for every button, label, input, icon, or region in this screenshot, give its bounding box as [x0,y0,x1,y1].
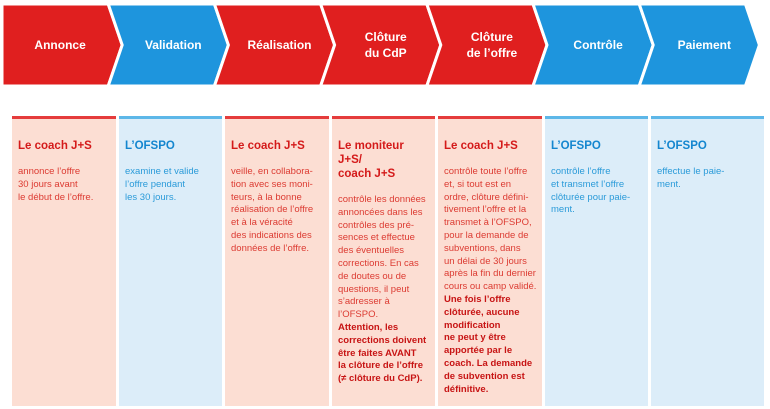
step-label: Clôture du CdP [364,30,407,60]
description: effectue le paie- ment. [657,166,725,190]
description: examine et valide l’offre pendant les 30 jours. [125,166,199,203]
chevron-step-4 [321,4,441,86]
actor-label: Le coach J+S [18,140,92,152]
column-validation [119,116,222,406]
description: contrôle l’offre et transmet l’offre clôturée pour paie- ment. [551,166,631,216]
step-label: Validation [144,38,202,52]
actor-label: L’OFSPO [551,140,601,152]
step-details [12,116,764,406]
step-label: Réalisation [247,38,312,52]
description: veille, en collabora- tion avec ses moni- teurs, à la bonne réalisation de l’offre et à la véracité des indications des données de l’offre. [231,166,314,254]
description: contrôle les données annoncées dans les contrôles des pré- sences et effectue des éventuelles corrections. En cas de doutes ou de questions, il peut s’adresser à l’OFSPO. [338,194,426,321]
step-label: Contrôle [573,38,623,52]
warning-note: Attention, les corrections doivent être faites AVANT la clôture de l’offre (≠ clôture du CdP). [338,321,427,385]
step-label: Clôture de l’offre [466,30,518,60]
column-paiement [651,116,764,406]
step-label: Paiement [677,38,731,52]
description: annonce l’offre 30 jours avant le début de l’offre. [18,166,94,203]
column-cloture-offre [438,116,542,406]
actor-label: Le moniteur J+S/ coach J+S [338,140,404,180]
warning-note: Une fois l’offre clôturée, aucune modification ne peut y être apportée par le coach. La demande de subvention est définitive. [444,293,533,395]
actor-label: Le coach J+S [231,140,305,152]
process-chevron-bar [0,0,770,90]
column-cloture-cdp [332,116,435,406]
column-annonce [12,116,116,406]
actor-label: L’OFSPO [125,140,175,152]
column-controle [545,116,648,406]
column-realisation [225,116,329,406]
chevron-step-5 [427,4,547,86]
description: contrôle toute l’offre et, si tout est en ordre, clôture défini- tivement l’offre et la transmet à l’OFSPO, pour la demande de subventions, dans un délai de 30 jours après la fin du dernier cours ou camp validé. [444,166,537,293]
actor-label: L’OFSPO [657,140,707,152]
step-label: Annonce [34,38,86,52]
actor-label: Le coach J+S [444,140,518,152]
